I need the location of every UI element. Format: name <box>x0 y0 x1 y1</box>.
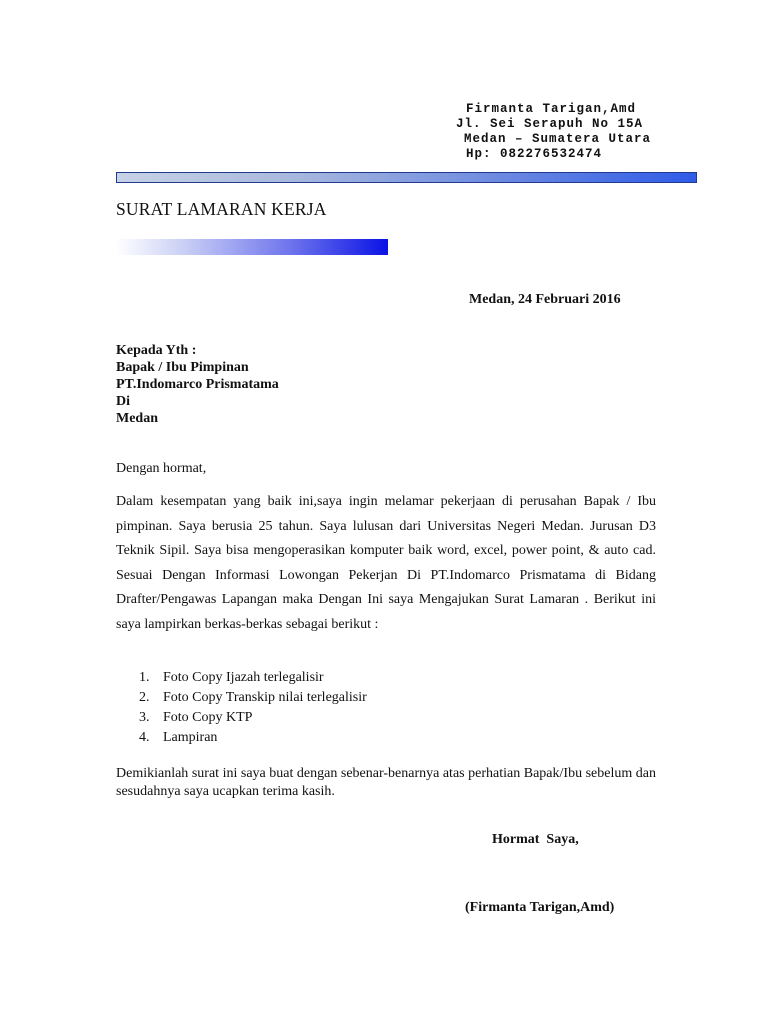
closing-paragraph: Demikianlah surat ini saya buat dengan sebenar-benarnya atas perhatian Bapak/Ibu sebelum dan sesudahnya saya ucapkan terima kasih. <box>116 766 656 799</box>
sender-street: Jl. Sei Serapuh No 15A <box>456 117 644 131</box>
recipient-salutation: Kepada Yth : <box>116 343 197 358</box>
recipient-title: Bapak / Ibu Pimpinan <box>116 360 249 375</box>
body-paragraph: Dalam kesempatan yang baik ini,saya ingin melamar pekerjaan di perusahan Bapak / Ibu pimpinan. Saya berusia 25 tahun. Saya lulusan dari Universitas Negeri Medan. Jurusan D3 Teknik Sipil. Saya bisa mengoperasikan komputer baik word, excel, power point, & auto cad. Sesuai Dengan Informasi Lowongan Pekerjan Di PT.Indomarco Prismatama di Bidang Drafter/Pengawas Lapangan maka Dengan Ini saya Mengajukan Surat Lamaran . Berikut ini saya lampirkan berkas-berkas sebagai berikut : <box>116 494 656 632</box>
signature-name: (Firmanta Tarigan,Amd) <box>465 900 615 915</box>
greeting: Dengan hormat, <box>116 461 207 476</box>
list-item-number: 1. <box>139 670 150 685</box>
list-item <box>116 708 367 728</box>
list-item <box>116 668 367 688</box>
list-item-number: 4. <box>139 730 150 745</box>
letter-date: Medan, 24 Februari 2016 <box>469 292 621 307</box>
list-item-text: Foto Copy Transkip nilai terlegalisir <box>163 690 367 705</box>
list-item-text: Foto Copy Ijazah terlegalisir <box>163 670 324 685</box>
recipient-city: Medan <box>116 411 158 426</box>
list-item-text: Foto Copy KTP <box>163 710 253 725</box>
list-item <box>116 688 367 708</box>
sender-name: Firmanta Tarigan,Amd <box>466 102 637 116</box>
list-item-text: Lampiran <box>163 730 218 745</box>
recipient-di: Di <box>116 394 130 409</box>
header-divider-bar <box>116 172 697 183</box>
letter-title: SURAT LAMARAN KERJA <box>116 199 327 219</box>
list-item-number: 3. <box>139 710 150 725</box>
list-item-number: 2. <box>139 690 150 705</box>
sender-phone: Hp: 082276532474 <box>466 147 603 161</box>
title-gradient-bar <box>116 239 388 255</box>
sign-off: Hormat Saya, <box>492 832 579 847</box>
attachment-list <box>116 668 367 748</box>
list-item <box>116 728 367 748</box>
recipient-company: PT.Indomarco Prismatama <box>116 377 279 392</box>
sender-city: Medan – Sumatera Utara <box>464 132 652 146</box>
